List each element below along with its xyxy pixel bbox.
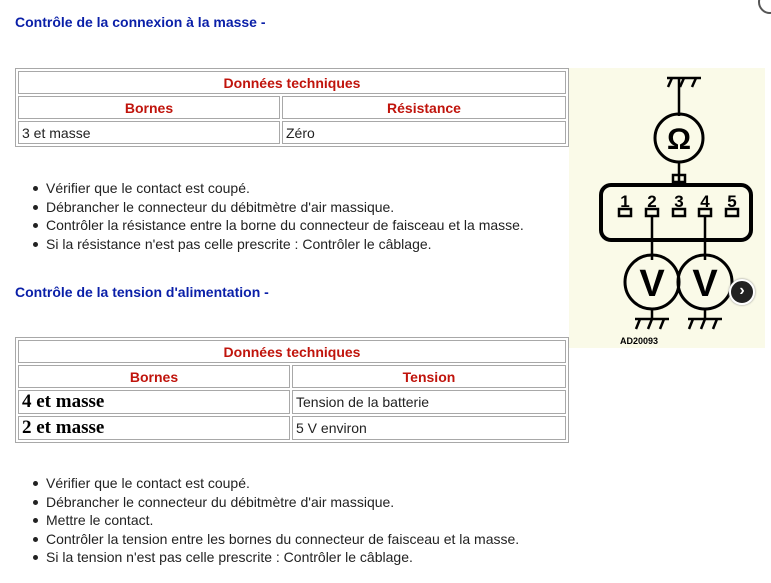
- list-item: Mettre le contact.: [46, 511, 519, 530]
- table-cell: 5 V environ: [292, 416, 566, 440]
- list-item: Si la tension n'est pas celle prescrite : Contrôler le câblage.: [46, 548, 519, 567]
- pin-label: 1: [620, 192, 630, 211]
- tech-table-voltage: [15, 337, 569, 443]
- ground-line: [692, 78, 696, 87]
- ground-line: [689, 319, 693, 329]
- connector-diagram-svg: [569, 68, 765, 348]
- table-caption: Données techniques: [18, 340, 566, 363]
- list-item: Contrôler la résistance entre la borne du connecteur de faisceau et la masse.: [46, 217, 524, 233]
- ground-line: [660, 319, 664, 329]
- list-item: Contrôler la tension entre les bornes du connecteur de faisceau et la masse.: [46, 530, 520, 547]
- corner-button[interactable]: [758, 0, 771, 14]
- voltmeter-symbol: V: [692, 263, 718, 305]
- steps-list-voltage: [14, 474, 519, 567]
- ground-line: [680, 78, 684, 87]
- pin-label: 3: [674, 192, 684, 211]
- connector-diagram: [569, 68, 765, 348]
- section-title-voltage: Contrôle de la tension d'alimentation -: [15, 284, 269, 300]
- ground-line: [636, 319, 640, 329]
- ohm-symbol: Ω: [666, 123, 692, 156]
- next-button[interactable]: [729, 279, 755, 305]
- table-caption: Données techniques: [18, 71, 566, 94]
- list-item: Si la résistance n'est pas celle prescrite : Contrôler le câblage.: [46, 235, 524, 254]
- steps-list-ground: [14, 179, 524, 253]
- ground-line: [713, 319, 717, 329]
- pin-label: 4: [700, 192, 710, 211]
- column-header-tension: Tension: [292, 365, 566, 388]
- column-header-resistance: Résistance: [282, 96, 566, 119]
- ground-line: [701, 319, 705, 329]
- column-header-bornes: Bornes: [18, 365, 290, 388]
- ground-line: [668, 78, 672, 87]
- chevron-right-icon: ›: [739, 282, 745, 299]
- ground-line: [648, 319, 652, 329]
- list-item: Vérifier que le contact est coupé.: [46, 179, 524, 198]
- pin-label: 5: [727, 192, 737, 211]
- table-cell: 3 et masse: [18, 121, 280, 144]
- table-cell: Tension de la batterie: [292, 390, 566, 414]
- table-cell: Zéro: [282, 121, 566, 144]
- list-item: Débrancher le connecteur du débitmètre d'air massique.: [46, 198, 524, 217]
- list-item: Débrancher le connecteur du débitmètre d'air massique.: [46, 493, 519, 512]
- table-cell: 4 et masse: [18, 390, 290, 414]
- column-header-bornes: Bornes: [18, 96, 280, 119]
- pin-label: 2: [647, 192, 657, 211]
- section-title-ground: Contrôle de la connexion à la masse -: [15, 14, 266, 30]
- list-item: Vérifier que le contact est coupé.: [46, 474, 519, 493]
- table-cell: 2 et masse: [18, 416, 290, 440]
- diagram-code: AD20093: [620, 336, 659, 346]
- tech-table-ground: [15, 68, 569, 147]
- voltmeter-symbol: V: [639, 263, 665, 305]
